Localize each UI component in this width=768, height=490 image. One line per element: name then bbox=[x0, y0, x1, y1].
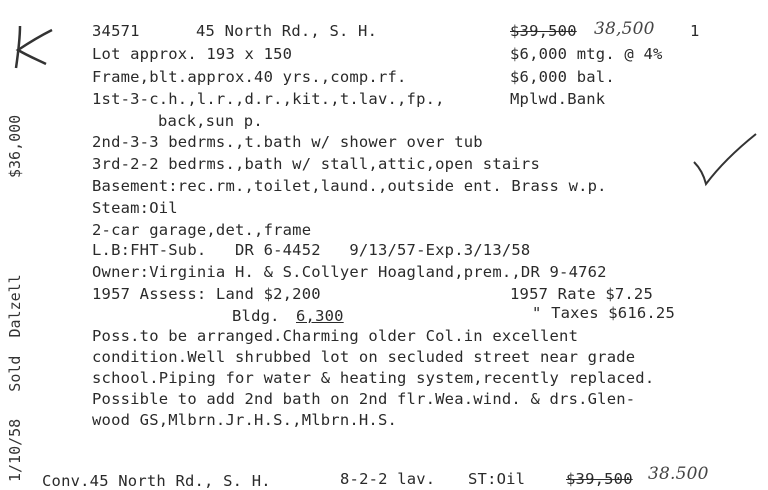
tax-rate: 1957 Rate $7.25 bbox=[510, 285, 653, 303]
heat: Steam:Oil bbox=[92, 199, 178, 217]
footer-address: Conv.45 North Rd., S. H. bbox=[42, 472, 271, 490]
third-floor: 3rd-2-2 bedrms.,bath w/ stall,attic,open stairs bbox=[92, 155, 540, 173]
footer-price-revised: 38.500 bbox=[648, 464, 709, 484]
address: 45 North Rd., S. H. bbox=[196, 22, 378, 40]
balance: $6,000 bal. bbox=[510, 68, 615, 86]
remarks-line-3: school.Piping for water & heating system,recently replaced. bbox=[92, 369, 655, 387]
handwritten-x-mark-icon bbox=[6, 22, 56, 70]
price-revised: 38,500 bbox=[594, 19, 655, 39]
listing-broker: L.B:FHT-Sub. DR 6-4452 9/13/57-Exp.3/13/58 bbox=[92, 241, 531, 259]
footer-price-original: $39,500 bbox=[566, 470, 633, 488]
first-floor: 1st-3-c.h.,l.r.,d.r.,kit.,t.lav.,fp., bbox=[92, 90, 445, 108]
basement: Basement:rec.rm.,toilet,laund.,outside ent. Brass w.p. bbox=[92, 177, 607, 195]
price-original: $39,500 bbox=[510, 22, 577, 40]
second-floor: 2nd-3-3 bedrms.,t.bath w/ shower over tub bbox=[92, 133, 483, 151]
footer-rooms: 8-2-2 lav. bbox=[340, 470, 436, 488]
remarks-line-2: condition.Well shrubbed lot on secluded street near grade bbox=[92, 348, 636, 366]
assess-land: 1957 Assess: Land $2,200 bbox=[92, 285, 321, 303]
first-floor-cont: back,sun p. bbox=[158, 112, 263, 130]
garage: 2-car garage,det.,frame bbox=[92, 221, 312, 239]
taxes: " Taxes $616.25 bbox=[532, 304, 675, 322]
assess-bldg-value: 6,300 bbox=[296, 307, 344, 325]
remarks-line-4: Possible to add 2nd bath on 2nd flr.Wea.wind. & drs.Glen- bbox=[92, 390, 636, 408]
remarks-line-5: wood GS,Mlbrn.Jr.H.S.,Mlbrn.H.S. bbox=[92, 411, 398, 429]
assess-bldg-label: Bldg. bbox=[232, 307, 280, 325]
card-number: 1 bbox=[690, 22, 700, 40]
side-price: $36,000 bbox=[6, 114, 24, 178]
listing-id: 34571 bbox=[92, 22, 140, 40]
remarks-line-1: Poss.to be arranged.Charming older Col.in excellent bbox=[92, 327, 579, 345]
footer-heat: ST:Oil bbox=[468, 470, 526, 488]
mortgage: $6,000 mtg. @ 4% bbox=[510, 45, 663, 63]
lot-size: Lot approx. 193 x 150 bbox=[92, 45, 293, 63]
bank: Mplwd.Bank bbox=[510, 90, 606, 108]
owner: Owner:Virginia H. & S.Collyer Hoagland,prem.,DR 9-4762 bbox=[92, 263, 607, 281]
handwritten-checkmark-icon bbox=[690, 132, 760, 188]
side-sold-note: 1/10/58 Sold Dalzell bbox=[6, 274, 24, 482]
construction: Frame,blt.approx.40 yrs.,comp.rf. bbox=[92, 68, 407, 86]
